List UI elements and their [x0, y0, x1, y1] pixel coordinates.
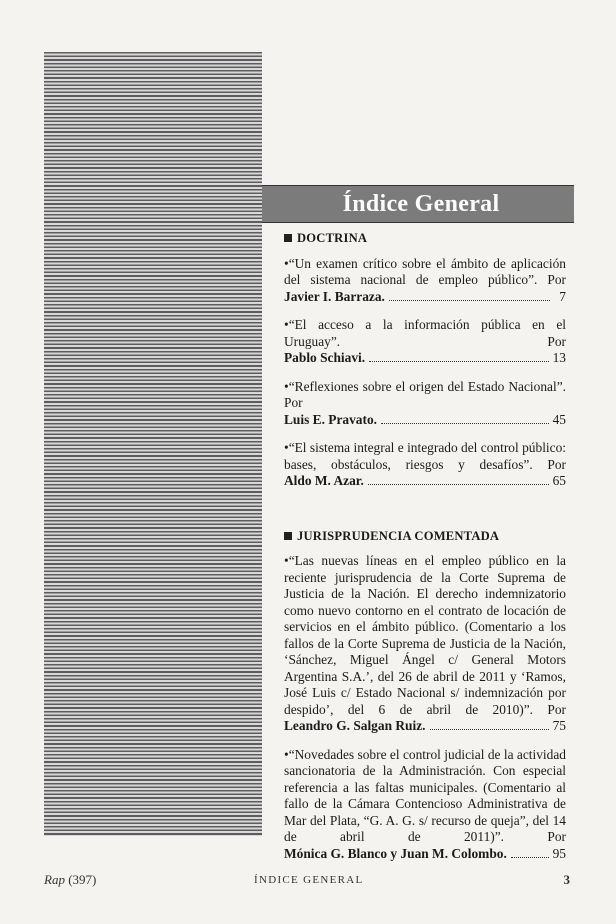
- entry-page: 95: [552, 845, 566, 861]
- toc-entry: •“El acceso a la información pública en el Uruguay”. Por Pablo Schiavi. 13: [284, 317, 566, 365]
- entry-author: Javier I. Barraza.: [284, 288, 385, 304]
- journal-issue: Rap (397): [44, 872, 97, 887]
- entry-page: 65: [552, 473, 566, 488]
- bullet-square-icon: [284, 532, 292, 540]
- entry-author: Luis E. Pravato.: [284, 411, 377, 427]
- entry-page: 7: [559, 288, 566, 304]
- index-header: [262, 185, 574, 223]
- leader-dots: [381, 423, 549, 424]
- page-footer: [44, 872, 570, 892]
- leader-dots: [430, 729, 549, 730]
- entry-author: Leandro G. Salgan Ruiz.: [284, 718, 426, 733]
- entry-author: Aldo M. Azar.: [284, 473, 364, 488]
- entry-author: Pablo Schiavi.: [284, 350, 366, 365]
- leader-dots: [369, 361, 549, 362]
- toc-entry: •“Novedades sobre el control judicial de la actividad sancionatoria de la Administración. Con especial referencia a las faltas municipales. (Comentario al fallo de la Cámara Contencioso Administrativa de Mar del Plata, “G. A. G. s/ recurso de queja”, del 14 de abril de 2011)”. Por Mónica G. Blanco y Juan M. Colombo. 95: [284, 746, 566, 861]
- entry-page: 75: [552, 718, 566, 733]
- toc-entry: •“El sistema integral e integrado del control público: bases, obstáculos, riesgos y desafíos”. Por Aldo M. Azar. 65: [284, 440, 566, 488]
- decorative-stripes: [44, 52, 262, 836]
- toc-entry: •“Un examen crítico sobre el ámbito de aplicación del sistema nacional de empleo público”. Por Javier I. Barraza. 7: [284, 255, 566, 304]
- bullet-square-icon: [284, 234, 292, 242]
- entry-page: 13: [552, 350, 566, 365]
- leader-dots: [511, 857, 549, 858]
- leader-dots: [368, 484, 549, 485]
- toc-entry: •“Reflexiones sobre el origen del Estado Nacional”. Por Luis E. Pravato. 45: [284, 378, 566, 427]
- running-title: ÍNDICE GENERAL: [254, 874, 364, 886]
- section-title-doctrina: DOCTRINA: [284, 230, 566, 247]
- page-title: Índice General: [342, 191, 500, 217]
- table-of-contents: [284, 230, 566, 874]
- page-number: 3: [563, 872, 570, 887]
- entry-author: Mónica G. Blanco y Juan M. Colombo.: [284, 845, 507, 861]
- entry-page: 45: [552, 411, 566, 427]
- section-title-jurisprudencia: JURISPRUDENCIA COMENTADA: [284, 528, 566, 545]
- toc-entry: •“Las nuevas líneas en el empleo público en la reciente jurisprudencia de la Corte Suprema de Justicia de la Nación. El derecho indemnizatorio como nuevo contorno en el contrato de locación de servicios en el ámbito público. (Comentario a los fallos de la Corte Suprema de Justicia de la Nación, ‘Sánchez, Miguel Ángel c/ General Motors Argentina S.A.’, del 26 de abril de 2011 y ‘Ramos, José Luis c/ Estado Nacional s/ indemnización por despido’, del 6 de abril de 2010)”. Por Leandro G. Salgan Ruiz. 75: [284, 553, 566, 733]
- leader-dots: [389, 300, 550, 301]
